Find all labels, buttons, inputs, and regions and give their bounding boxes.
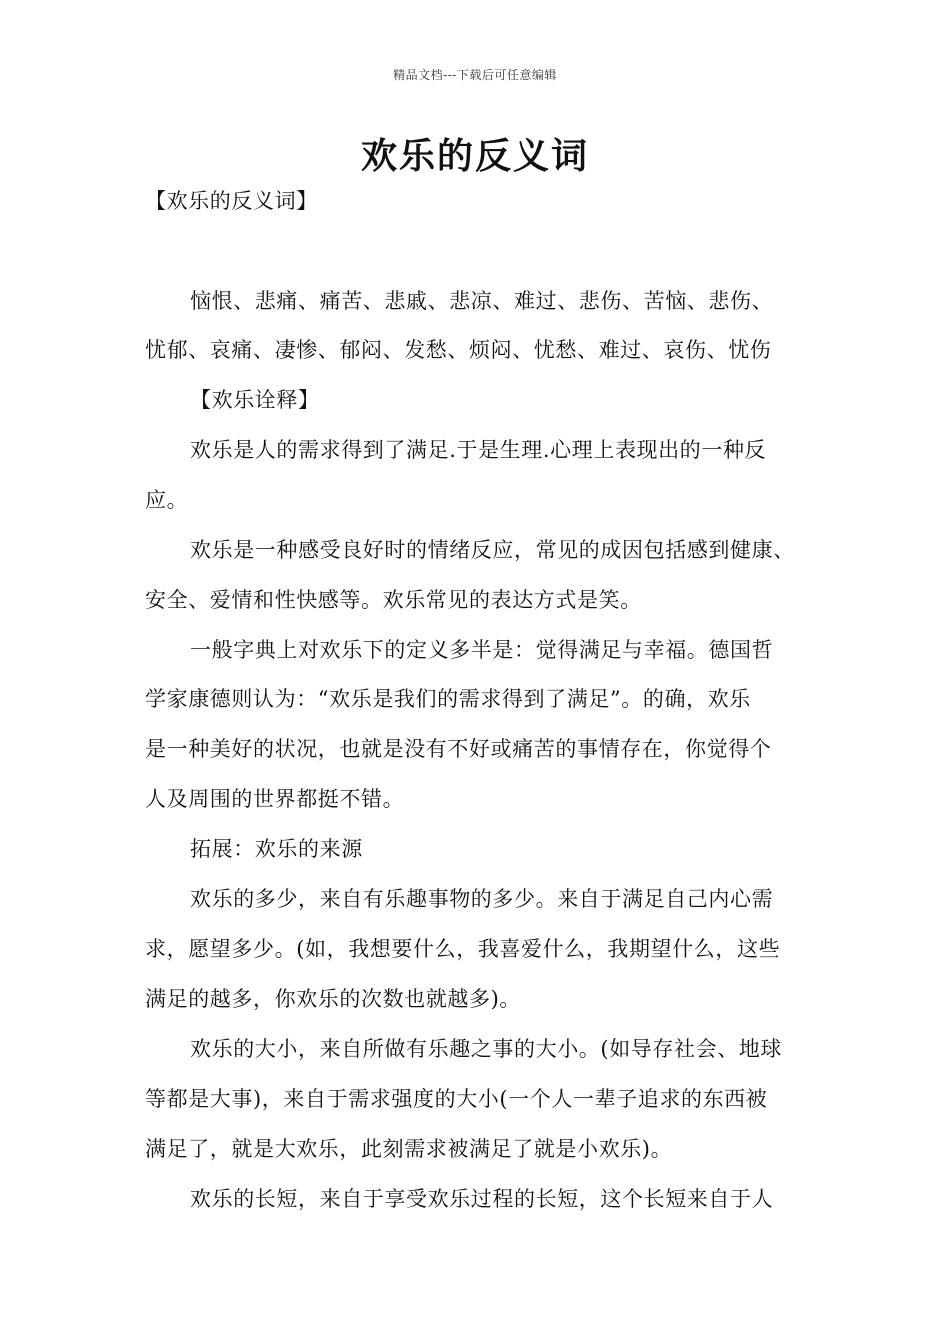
paragraph-line: 求，愿望多少。(如，我想要什么，我喜爱什么，我期望什么，这些 <box>145 937 781 961</box>
paragraph-line: 满足的越多，你欢乐的次数也就越多)。 <box>145 987 521 1011</box>
paragraph-line: 一般字典上对欢乐下的定义多半是：觉得满足与幸福。德国哲 <box>190 638 774 662</box>
paragraph-line: 满足了，就是大欢乐，此刻需求被满足了就是小欢乐)。 <box>145 1137 673 1161</box>
paragraph-line: 欢乐的大小，来自所做有乐趣之事的大小。(如导存社会、地球 <box>190 1037 782 1061</box>
document-title: 欢乐的反义词 <box>360 135 589 177</box>
paragraph-line: 学家康德则认为：“欢乐是我们的需求得到了满足”。的确，欢乐 <box>145 687 751 711</box>
paragraph-line: 恼恨、悲痛、痛苦、悲戚、悲凉、难过、悲伤、苦恼、悲伤、 <box>190 289 774 313</box>
paragraph-line: 应。 <box>145 488 189 512</box>
header-note: 精品文档---下载后可任意编辑 <box>393 68 557 82</box>
paragraph-line: 欢乐的多少，来自有乐趣事物的多少。来自于满足自己内心需 <box>190 887 774 911</box>
section-heading-source: 拓展：欢乐的来源 <box>190 837 363 861</box>
paragraph-line: 人及周围的世界都挺不错。 <box>145 787 405 811</box>
paragraph-line: 欢乐是一种感受良好时的情绪反应，常见的成因包括感到健康、 <box>190 538 795 562</box>
section-heading-antonyms: 【欢乐的反义词】 <box>145 189 318 213</box>
paragraph-line: 等都是大事)，来自于需求强度的大小(一个人一辈子追求的东西被 <box>145 1087 768 1111</box>
paragraph-line: 欢乐是人的需求得到了满足.于是生理.心理上表现出的一种反 <box>190 438 767 462</box>
paragraph-line: 是一种美好的状况，也就是没有不好或痛苦的事情存在，你觉得个 <box>145 737 772 761</box>
paragraph-line: 忧郁、哀痛、凄惨、郁闷、发愁、烦闷、忧愁、难过、哀伤、忧伤 <box>145 338 772 362</box>
paragraph-line: 安全、爱情和性快感等。欢乐常见的表达方式是笑。 <box>145 588 642 612</box>
section-heading-interpretation: 【欢乐诠释】 <box>190 388 320 412</box>
paragraph-line: 欢乐的长短，来自于享受欢乐过程的长短，这个长短来自于人 <box>190 1187 774 1211</box>
